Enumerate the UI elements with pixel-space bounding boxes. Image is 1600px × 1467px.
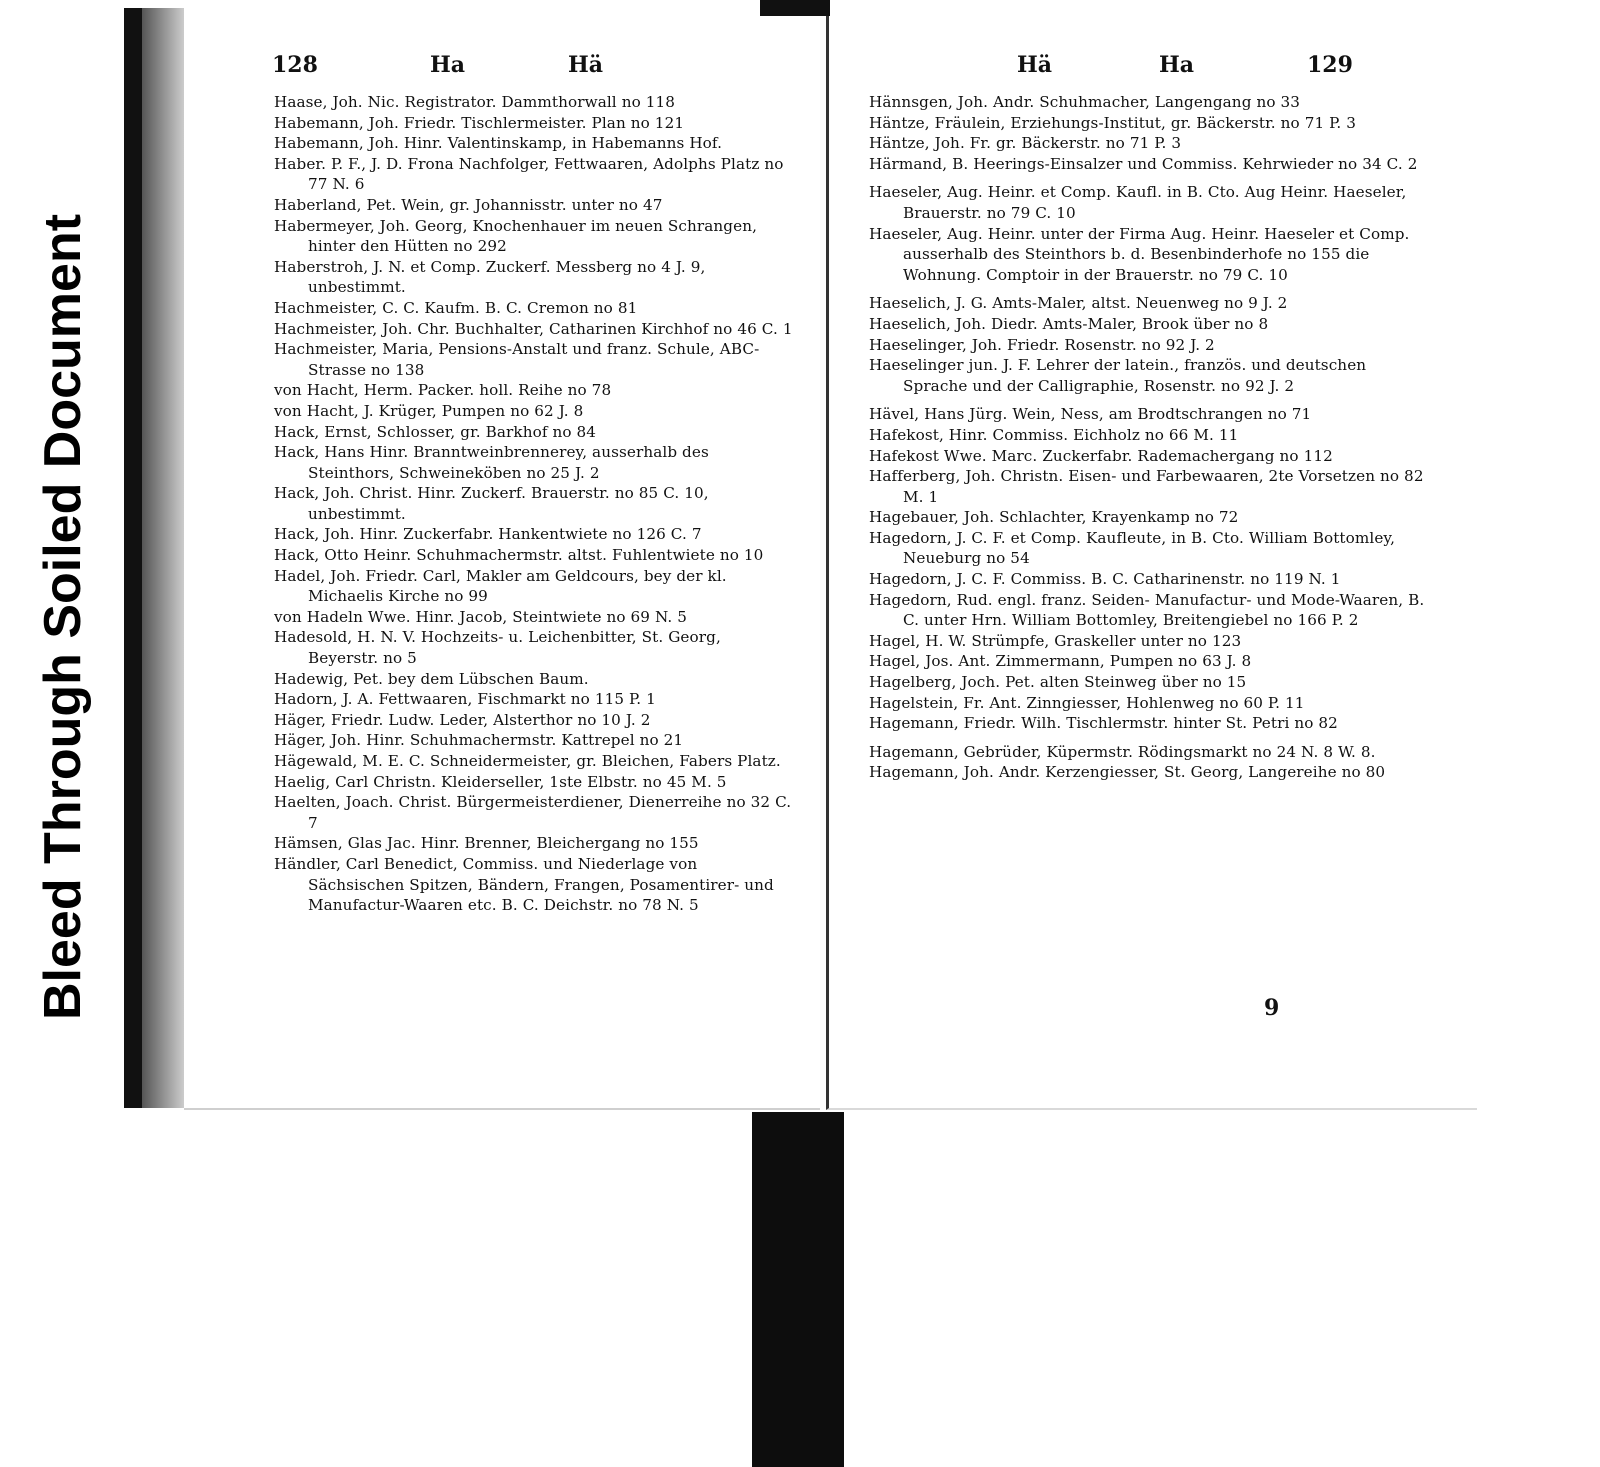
directory-entry: Hagemann, Gebrüder, Küpermstr. Rödingsmarkt no 24 N. 8 W. 8. <box>869 742 1376 761</box>
directory-entry: Haberland, Pet. Wein, gr. Johannisstr. unter no 47 <box>274 195 663 214</box>
directory-entry: Hachmeister, C. C. Kaufm. B. C. Cremon no 81 <box>274 298 638 317</box>
page-number-right: 129 <box>1307 52 1353 78</box>
directory-entry: Habermeyer, Joh. Georg, Knochenhauer im neuen Schrangen, hinter den Hütten no 292 <box>274 216 758 256</box>
directory-entry: Hagedorn, Rud. engl. franz. Seiden- Manufactur- und Mode-Waaren, B. C. unter Hrn. William Bottomley, Breitengiebel no 166 P. 2 <box>869 590 1425 630</box>
directory-entry: Häntze, Joh. Fr. gr. Bäckerstr. no 71 P. 3 <box>869 134 1182 153</box>
directory-entry: Haeselich, J. G. Amts-Maler, altst. Neuenweg no 9 J. 2 <box>869 294 1288 313</box>
running-head-left-1: Ha <box>430 52 466 78</box>
directory-entry: Haeselich, Joh. Diedr. Amts-Maler, Brook über no 8 <box>869 314 1269 333</box>
directory-entry: Hadesold, H. N. V. Hochzeits- u. Leichenbitter, St. Georg, Beyerstr. no 5 <box>274 628 721 668</box>
directory-entry: Häger, Joh. Hinr. Schuhmachermstr. Kattrepel no 21 <box>274 731 684 750</box>
page-number-left: 128 <box>272 52 318 78</box>
side-label <box>10 20 100 1040</box>
directory-entry: Hännsgen, Joh. Andr. Schuhmacher, Langengang no 33 <box>869 93 1301 111</box>
directory-entry: Hagemann, Joh. Andr. Kerzengiesser, St. Georg, Langereihe no 80 <box>869 763 1386 782</box>
directory-entry: Habemann, Joh. Hinr. Valentinskamp, in Habemanns Hof. <box>274 134 723 153</box>
directory-entry: Hadorn, J. A. Fettwaaren, Fischmarkt no 115 P. 1 <box>274 690 656 709</box>
right-entry-list <box>869 92 1429 783</box>
directory-entry: Haber. P. F., J. D. Frona Nachfolger, Fettwaaren, Adolphs Platz no 77 N. 6 <box>274 154 784 194</box>
directory-entry: Haeseler, Aug. Heinr. unter der Firma Aug. Heinr. Haeseler et Comp. ausserhalb des Steinthors b. d. Besenbinderhofe no 155 die Wohnung. Comptoir in der Brauerstr. no 79 C. 10 <box>869 224 1410 284</box>
directory-entry: Häntze, Fräulein, Erziehungs-Institut, gr. Bäckerstr. no 71 P. 3 <box>869 113 1357 132</box>
directory-entry: Hävel, Hans Jürg. Wein, Ness, am Brodtschrangen no 71 <box>869 405 1312 424</box>
directory-entry: Haeselinger, Joh. Friedr. Rosenstr. no 92 J. 2 <box>869 335 1215 354</box>
directory-entry: Hack, Ernst, Schlosser, gr. Barkhof no 84 <box>274 422 597 441</box>
directory-entry: Hagedorn, J. C. F. Commiss. B. C. Catharinenstr. no 119 N. 1 <box>869 570 1341 589</box>
directory-entry: Hägewald, M. E. C. Schneidermeister, gr. Bleichen, Fabers Platz. <box>274 752 781 770</box>
directory-entry: Habemann, Joh. Friedr. Tischlermeister. Plan no 121 <box>274 113 685 132</box>
directory-entry: Häger, Friedr. Ludw. Leder, Alsterthor no 10 J. 2 <box>274 710 651 729</box>
directory-entry: Haelten, Joach. Christ. Bürgermeisterdiener, Dienerreihe no 32 C. 7 <box>274 793 792 832</box>
directory-entry: Hagebauer, Joh. Schlachter, Krayenkamp no 72 <box>869 508 1239 527</box>
left-entry-list <box>274 92 794 916</box>
right-page <box>826 0 1477 1110</box>
right-running-head <box>829 52 1477 88</box>
directory-entry: Hafekost, Hinr. Commiss. Eichholz no 66 M. 11 <box>869 425 1239 444</box>
directory-entry: Hafekost Wwe. Marc. Zuckerfabr. Rademachergang no 112 <box>869 446 1333 465</box>
side-label-text: Bleed Through Soiled Document <box>34 213 92 1020</box>
running-head-right-2: Ha <box>1159 52 1195 78</box>
signature-mark: 9 <box>1264 995 1280 1021</box>
directory-entry: Haase, Joh. Nic. Registrator. Dammthorwall no 118 <box>274 93 676 111</box>
left-running-head <box>184 52 820 88</box>
directory-entry: Hagel, H. W. Strümpfe, Graskeller unter no 123 <box>869 631 1242 650</box>
directory-entry: Hagelberg, Joch. Pet. alten Steinweg über no 15 <box>869 673 1247 692</box>
directory-entry: Härmand, B. Heerings-Einsalzer und Commiss. Kehrwieder no 34 C. 2 <box>869 154 1418 173</box>
directory-entry: Hadewig, Pet. bey dem Lübschen Baum. <box>274 669 589 688</box>
directory-entry: Hadel, Joh. Friedr. Carl, Makler am Geldcours, bey der kl. Michaelis Kirche no 99 <box>274 566 727 606</box>
running-head-right-1: Hä <box>1017 52 1053 78</box>
directory-entry: Haeselinger jun. J. F. Lehrer der latein., französ. und deutschen Sprache und der Calligraphie, Rosenstr. no 92 J. 2 <box>869 356 1367 395</box>
gutter-shadow <box>760 0 830 16</box>
directory-entry: Hagelstein, Fr. Ant. Zinngiesser, Hohlenweg no 60 P. 11 <box>869 693 1305 712</box>
side-label-svg <box>10 20 100 1040</box>
directory-entry: Haberstroh, J. N. et Comp. Zuckerf. Messberg no 4 J. 9, unbestimmt. <box>274 257 706 297</box>
directory-entry: Hagel, Jos. Ant. Zimmermann, Pumpen no 63 J. 8 <box>869 652 1252 671</box>
running-head-left-2: Hä <box>568 52 604 78</box>
directory-entry: Händler, Carl Benedict, Commiss. und Niederlage von Sächsischen Spitzen, Bändern, Frangen, Posamentirer- und Manufactur-Waaren etc. B. C. Deichstr. no 78 N. 5 <box>274 854 774 915</box>
directory-entry: Hack, Hans Hinr. Branntweinbrennerey, ausserhalb des Steinthors, Schweineköben no 25 J. 2 <box>274 443 709 482</box>
directory-entry: Hämsen, Glas Jac. Hinr. Brenner, Bleichergang no 155 <box>274 834 699 853</box>
directory-entry: Hack, Otto Heinr. Schuhmachermstr. altst. Fuhlentwiete no 10 <box>274 546 764 565</box>
binding-strip <box>752 1112 844 1467</box>
directory-entry: Haelig, Carl Christn. Kleiderseller, 1ste Elbstr. no 45 M. 5 <box>274 772 727 791</box>
directory-entry: Hack, Joh. Hinr. Zuckerfabr. Hankentwiete no 126 C. 7 <box>274 525 702 544</box>
directory-entry: Hack, Joh. Christ. Hinr. Zuckerf. Brauerstr. no 85 C. 10, unbestimmt. <box>274 484 709 523</box>
book-edge <box>124 8 184 1108</box>
directory-entry: Hachmeister, Maria, Pensions-Anstalt und franz. Schule, ABC-Strasse no 138 <box>274 340 760 379</box>
directory-entry: von Hacht, J. Krüger, Pumpen no 62 J. 8 <box>274 401 584 420</box>
directory-entry: Hagemann, Friedr. Wilh. Tischlermstr. hinter St. Petri no 82 <box>869 714 1338 733</box>
left-page <box>184 0 820 1110</box>
directory-entry: von Hacht, Herm. Packer. holl. Reihe no 78 <box>274 381 612 400</box>
directory-entry: Hagedorn, J. C. F. et Comp. Kaufleute, in B. Cto. William Bottomley, Neueburg no 54 <box>869 528 1396 568</box>
directory-entry: Hafferberg, Joh. Christn. Eisen- und Farbewaaren, 2te Vorsetzen no 82 M. 1 <box>869 467 1424 506</box>
directory-entry: von Hadeln Wwe. Hinr. Jacob, Steintwiete no 69 N. 5 <box>274 607 688 626</box>
directory-entry: Hachmeister, Joh. Chr. Buchhalter, Catharinen Kirchhof no 46 C. 1 <box>274 319 793 338</box>
directory-entry: Haeseler, Aug. Heinr. et Comp. Kaufl. in B. Cto. Aug Heinr. Haeseler, Brauerstr. no 79 C. 10 <box>869 183 1407 222</box>
